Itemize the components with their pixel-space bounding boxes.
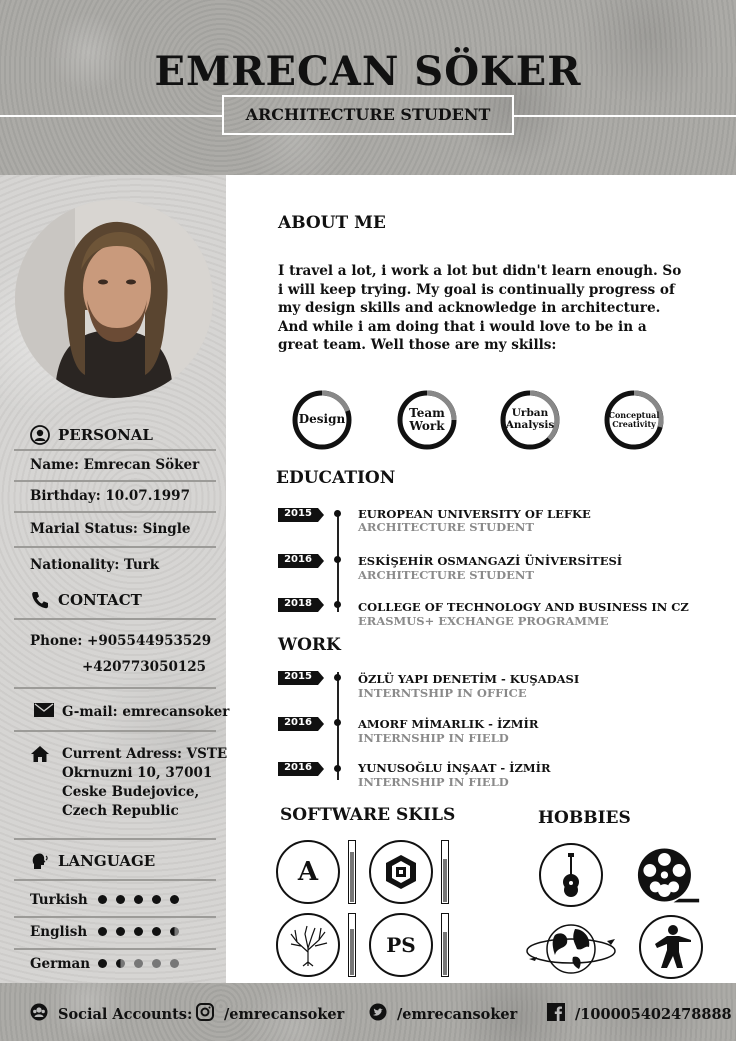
work-timeline: [337, 672, 339, 780]
skill-label: Urban Analysis: [505, 407, 555, 431]
person-group-icon: [30, 1003, 48, 1025]
language-level: [98, 927, 179, 936]
social-label-text: Social Accounts:: [58, 1005, 193, 1023]
instagram-icon: [196, 1003, 214, 1025]
education-title: ESKİŞEHİR OSMANGAZİ ÜNİVERSİTESİ: [358, 554, 623, 568]
language-level: [98, 959, 179, 968]
language-name: English: [30, 924, 88, 940]
divider: [14, 511, 216, 513]
year-tag: 2016: [278, 553, 324, 567]
gmail-line: [34, 703, 229, 721]
about-text: I travel a lot, i work a lot but didn't learn enough. So i will keep trying. My goal is continually progress of my design skills and acknowledge in architecture. And while i am doing that i would love to be in a great team. Well those are my skills:: [278, 263, 682, 353]
timeline-dot: [334, 556, 341, 563]
divider: [14, 730, 216, 732]
year-tag: 2015: [278, 507, 324, 521]
title-rule-right: [514, 115, 736, 117]
language-heading: [30, 851, 155, 871]
software-level-bar: [348, 913, 356, 977]
work-subtitle: INTERNSHIP IN FIELD: [358, 775, 509, 789]
sketchup-icon: [369, 840, 433, 904]
year-tag: 2015: [278, 670, 324, 684]
contact-heading-label: CONTACT: [58, 591, 142, 609]
title-rule-left: [0, 115, 222, 117]
header-banner: [0, 0, 736, 175]
education-title: EUROPEAN UNIVERSITY OF LEFKE: [358, 507, 591, 521]
year-tag: 2016: [278, 761, 324, 775]
personal-heading-label: PERSONAL: [58, 426, 153, 444]
profile-photo: [15, 200, 213, 398]
gaming-soldier-icon: [639, 915, 703, 979]
language-name: Turkish: [30, 892, 88, 908]
software-level-bar: [348, 840, 356, 904]
mail-icon: [34, 703, 54, 721]
facebook-link[interactable]: [547, 1003, 732, 1025]
phone-line-2: +420773050125: [82, 659, 207, 675]
sidebar: [0, 175, 230, 983]
divider: [14, 480, 216, 482]
divider: [14, 948, 216, 950]
software-heading: SOFTWARE SKILS: [280, 805, 456, 825]
work-heading: WORK: [278, 635, 341, 655]
address-line-4: Czech Republic: [62, 803, 179, 819]
birthday-line: Birthday: 10.07.1997: [30, 488, 190, 504]
resume-title: ARCHITECTURE STUDENT: [222, 95, 514, 135]
speaking-head-icon: [30, 851, 50, 871]
facebook-id[interactable]: /100005402478888: [575, 1005, 732, 1023]
globe-travel-icon: [525, 915, 617, 983]
software-level-bar: [441, 913, 449, 977]
instagram-handle[interactable]: /emrecansoker: [224, 1005, 345, 1023]
person-icon: [30, 425, 50, 445]
skill-label: Design: [298, 412, 346, 427]
education-heading: EDUCATION: [276, 468, 396, 488]
about-heading: ABOUT ME: [278, 213, 386, 233]
education-subtitle: ARCHITECTURE STUDENT: [358, 520, 534, 534]
language-row-turkish: [30, 892, 210, 908]
divider: [14, 618, 216, 620]
language-name: German: [30, 956, 91, 972]
footer-bar: [0, 983, 736, 1041]
home-icon: [30, 745, 50, 767]
divider: [14, 546, 216, 548]
divider: [14, 838, 216, 840]
skill-design: [291, 389, 353, 451]
personal-heading: [30, 425, 153, 445]
skill-team-work: [396, 389, 458, 451]
work-subtitle: INTERNTSHIP IN OFFICE: [358, 686, 527, 700]
skill-label: Team Work: [409, 405, 445, 433]
marital-line: Marial Status: Single: [30, 521, 191, 537]
work-title: AMORF MİMARLIK - İZMİR: [358, 717, 539, 731]
address-block: [62, 745, 227, 821]
language-row-english: [30, 924, 210, 940]
skill-conceptual-creativity: [603, 389, 665, 451]
nationality-line: Nationality: Turk: [30, 557, 160, 573]
resume-name: EMRECAN SÖKER: [154, 48, 582, 95]
hobbies-heading: HOBBIES: [538, 808, 631, 828]
divider: [14, 687, 216, 689]
autocad-icon: A: [276, 840, 340, 904]
address-line-2: Okrnuzni 10, 37001: [62, 765, 213, 781]
address-line-1: Current Adress: VSTE: [62, 746, 228, 762]
film-reel-icon: [637, 843, 701, 907]
work-title: YUNUSOĞLU İNŞAAT - İZMİR: [358, 761, 551, 775]
phone-icon: [30, 590, 50, 610]
divider: [14, 916, 216, 918]
facebook-icon: [547, 1003, 565, 1025]
contact-heading: [30, 590, 142, 610]
year-tag: 2016: [278, 716, 324, 730]
skill-urban-analysis: [499, 389, 561, 451]
work-title: ÖZLÜ YAPI DENETİM - KUŞADASI: [358, 672, 580, 686]
gmail-text: G-mail: emrecansoker: [62, 704, 230, 720]
twitter-icon: [369, 1003, 387, 1025]
language-level: [98, 895, 179, 904]
software-level-bar: [441, 840, 449, 904]
guitar-icon: [539, 843, 603, 907]
divider: [14, 449, 216, 451]
address-line-3: Ceske Budejovice,: [62, 784, 200, 800]
phone-line-1: Phone: +905544953529: [30, 633, 212, 649]
twitter-link[interactable]: [369, 1003, 517, 1025]
name-line: Name: Emrecan Söker: [30, 457, 200, 473]
education-subtitle: ARCHITECTURE STUDENT: [358, 568, 534, 582]
timeline-dot: [334, 765, 341, 772]
twitter-handle[interactable]: /emrecansoker: [397, 1005, 518, 1023]
divider: [14, 879, 216, 881]
year-tag: 2018: [278, 597, 324, 611]
instagram-link[interactable]: [196, 1003, 344, 1025]
photoshop-icon: PS: [369, 913, 433, 977]
timeline-dot: [334, 719, 341, 726]
social-label: [30, 1003, 192, 1025]
timeline-dot: [334, 510, 341, 517]
timeline-dot: [334, 601, 341, 608]
skill-label: Conceptual Creativity: [608, 410, 660, 429]
education-subtitle: ERASMUS+ EXCHANGE PROGRAMME: [358, 614, 609, 628]
timeline-dot: [334, 674, 341, 681]
work-subtitle: INTERNSHIP IN FIELD: [358, 731, 509, 745]
education-title: COLLEGE OF TECHNOLOGY AND BUSINESS IN CZ: [358, 600, 689, 614]
language-heading-label: LANGUAGE: [58, 852, 156, 870]
language-row-german: [30, 956, 210, 972]
tree-drawing-icon: [276, 913, 340, 977]
